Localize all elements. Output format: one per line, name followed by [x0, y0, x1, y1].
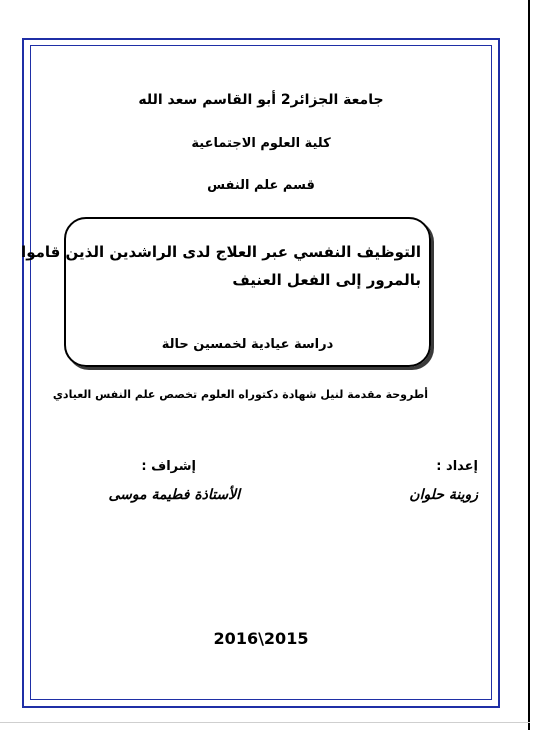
thesis-title-line-2: بالمرور إلى الفعل العنيف [232, 271, 421, 289]
supervisor-name: الأستاذة فطيمة موسى [108, 487, 240, 503]
page-edge-bottom [0, 722, 530, 723]
thesis-degree-note: أطروحة مقدمة لنيل شهادة دكتوراه العلوم تخصص علم النفس العيادي [52, 388, 428, 401]
page-edge-right [528, 0, 530, 730]
department-name: قسم علم النفس [207, 178, 315, 193]
student-name: زوينة حلوان [409, 487, 478, 503]
prepared-by-label: إعداد : [436, 459, 478, 474]
supervised-by-label: إشراف : [141, 459, 196, 474]
thesis-subtitle: دراسة عيادية لخمسين حالة [161, 337, 334, 352]
thesis-title-line-1: التوظيف النفسي عبر العلاج لدى الراشدين الذين قاموا [21, 243, 421, 261]
faculty-name: كلية العلوم الاجتماعية [191, 136, 331, 151]
academic-year: 2016\2015 [213, 629, 309, 648]
university-name: جامعة الجزائر2 أبو القاسم سعد الله [138, 92, 384, 108]
title-box [21, 217, 431, 367]
